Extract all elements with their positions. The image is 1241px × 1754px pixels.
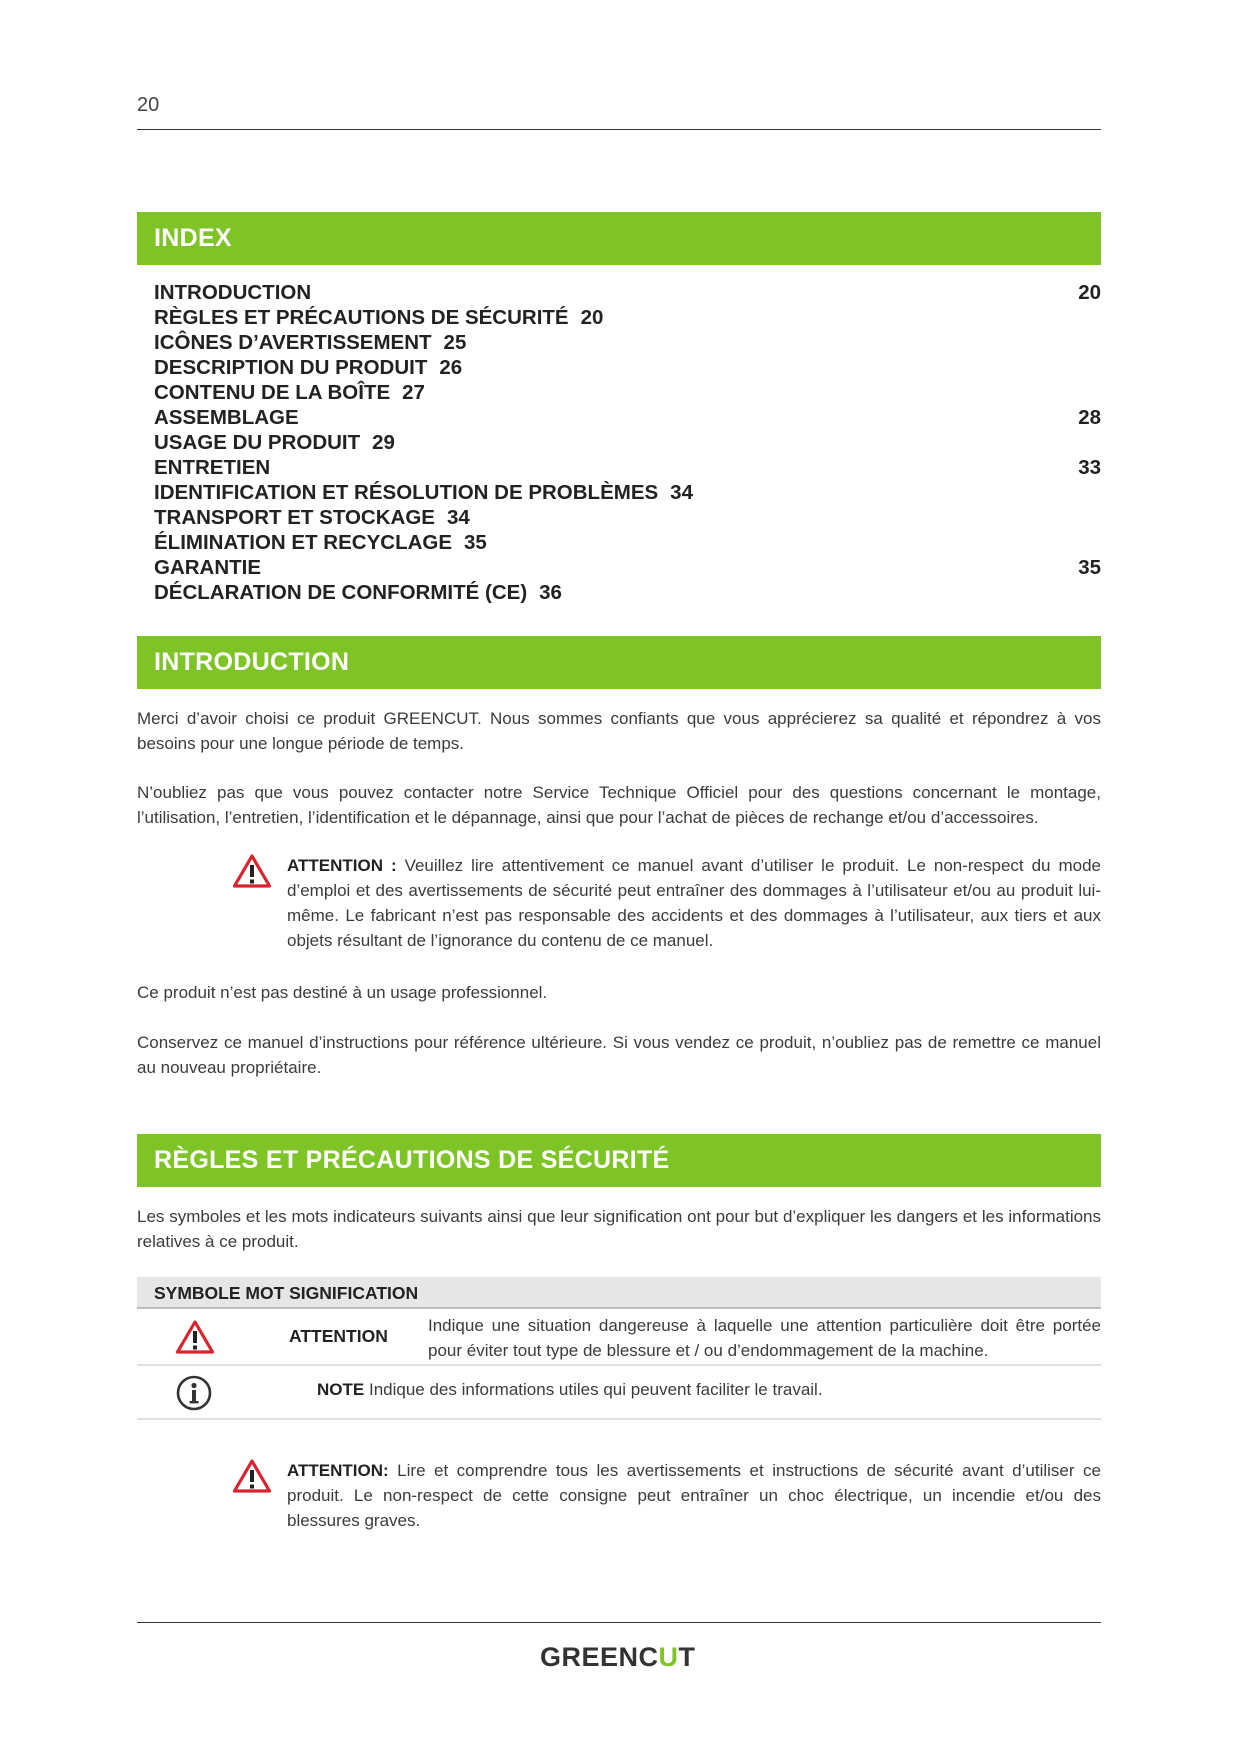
toc-entry [154, 455, 1101, 480]
toc-entry [154, 380, 1101, 405]
toc-entry-page: 20 [580, 306, 604, 329]
toc-entry-page: 34 [670, 481, 693, 504]
intro-attention-block [232, 853, 1101, 953]
note-word: NOTE [317, 1380, 365, 1399]
toc-entry [154, 430, 1101, 455]
warning-triangle-icon [175, 1319, 215, 1355]
warning-triangle-icon [232, 1458, 272, 1494]
attention-label: ATTENTION: [287, 1461, 389, 1480]
toc-entry-page: 29 [372, 431, 395, 454]
index-header: INDEX [137, 212, 1101, 265]
toc-entry-label: ASSEMBLAGE [154, 406, 299, 429]
toc-entry [154, 555, 1101, 580]
toc-entry [154, 305, 1101, 330]
toc-entry-page: 33 [1078, 456, 1101, 479]
table-row [137, 1309, 1101, 1366]
intro-paragraph-2: N’oubliez pas que vous pouvez contacter notre Service Technique Officiel pour des questions concernant le montage, l’utilisation, l’entretien, l’identification et le dépannage, ainsi que pour l’achat de pièces de rechange et/ou d’accessoires. [137, 783, 1101, 827]
attention-meaning: Indique une situation dangereuse à laquelle une attention particulière doit être portée pour éviter tout type de blessure et / ou d’endommagement de la machine. [428, 1316, 1101, 1360]
info-icon [175, 1374, 213, 1412]
toc-entry-label: DESCRIPTION DU PRODUIT [154, 356, 428, 379]
note-meaning: Indique des informations utiles qui peuvent faciliter le travail. [368, 1380, 823, 1399]
attention-text: Veuillez lire attentivement ce manuel avant d’utiliser le produit. Le non-respect du mode d’emploi et des avertissements de sécurité peut entraîner des dommages à l’utilisateur et/ou au produit lui-même. Le fabricant n’est pas responsable des accidents et des dommages à l’utilisateur, aux tiers et aux objets résultant de l’ignorance du contenu de ce manuel. [287, 856, 1101, 950]
toc-entry [154, 405, 1101, 430]
safety-intro-paragraph: Les symboles et les mots indicateurs suivants ainsi que leur signification ont pour but d’expliquer les dangers et les informations relatives à ce produit. [137, 1207, 1101, 1251]
toc-entry [154, 330, 1101, 355]
toc-entry-label: ICÔNES D’AVERTISSEMENT [154, 331, 432, 354]
introduction-header: INTRODUCTION [137, 636, 1101, 689]
toc-entry-label: INTRODUCTION [154, 281, 312, 304]
toc-entry-label: CONTENU DE LA BOÎTE [154, 381, 391, 404]
warning-triangle-icon [232, 853, 272, 889]
toc-entry [154, 505, 1101, 530]
safety-attention-block [232, 1458, 1101, 1533]
toc-entry-label: RÈGLES ET PRÉCAUTIONS DE SÉCURITÉ [154, 306, 569, 329]
toc-entry-label: TRANSPORT ET STOCKAGE [154, 506, 435, 529]
page-number: 20 [137, 94, 160, 116]
toc-entry [154, 480, 1101, 505]
toc-entry-label: ENTRETIEN [154, 456, 271, 479]
table-of-contents [154, 280, 1101, 605]
intro-paragraph-1: Merci d’avoir choisi ce produit GREENCUT. Nous sommes confiants que vous apprécierez sa qualité et répondrez à vos besoins pour une longue période de temps. [137, 709, 1101, 753]
table-row [137, 1366, 1101, 1420]
toc-entry-page: 26 [439, 356, 463, 379]
toc-entry-label: IDENTIFICATION ET RÉSOLUTION DE PROBLÈMES [154, 481, 659, 504]
toc-entry-page: 20 [1078, 281, 1101, 304]
toc-entry-label: GARANTIE [154, 556, 262, 579]
toc-entry-label: USAGE DU PRODUIT [154, 431, 361, 454]
toc-entry-label: ÉLIMINATION ET RECYCLAGE [154, 531, 453, 554]
toc-entry-page: 28 [1078, 406, 1101, 429]
safety-header: RÈGLES ET PRÉCAUTIONS DE SÉCURITÉ [137, 1134, 1101, 1187]
toc-entry-page: 27 [402, 381, 425, 404]
greencut-logo: GREENCUT [540, 1642, 696, 1672]
symbols-table [137, 1277, 1101, 1420]
toc-entry-page: 25 [443, 331, 467, 354]
attention-label: ATTENTION : [287, 856, 397, 875]
toc-entry [154, 280, 1101, 305]
attention-text: Lire et comprendre tous les avertissements et instructions de sécurité avant d’utiliser ce produit. Le non-respect de cette consigne peut entraîner un choc électrique, un incendie et/ou des blessures graves. [287, 1461, 1101, 1530]
toc-entry [154, 530, 1101, 555]
toc-entry-page: 35 [1078, 556, 1101, 579]
toc-entry-page: 36 [539, 581, 562, 604]
intro-paragraph-4: Conservez ce manuel d’instructions pour référence ultérieure. Si vous vendez ce produit, n’oubliez pas de remettre ce manuel au nouveau propriétaire. [137, 1033, 1101, 1077]
symbols-table-header: SYMBOLE MOT SIGNIFICATION [137, 1277, 1101, 1309]
attention-word: ATTENTION [289, 1326, 388, 1346]
top-divider [137, 129, 1101, 130]
bottom-divider [137, 1622, 1101, 1623]
toc-entry-page: 34 [446, 506, 470, 529]
toc-entry [154, 355, 1101, 380]
toc-entry-label: DÉCLARATION DE CONFORMITÉ (CE) [154, 581, 528, 604]
intro-paragraph-3: Ce produit n’est pas destiné à un usage professionnel. [137, 983, 548, 1002]
toc-entry [154, 580, 1101, 605]
toc-entry-page: 35 [464, 531, 487, 554]
